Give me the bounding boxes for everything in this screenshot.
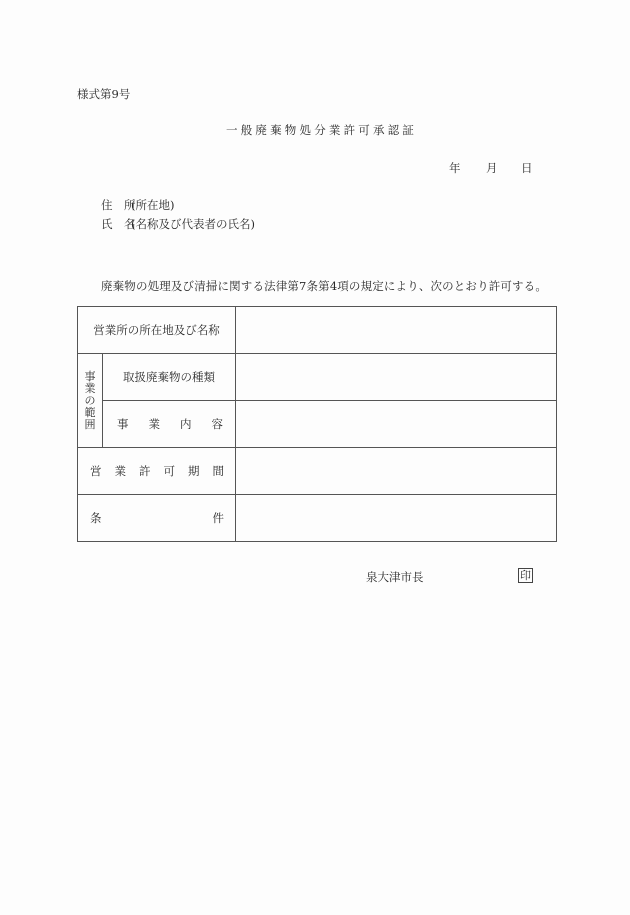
seal-mark: 印 — [520, 569, 531, 582]
business-content-value[interactable] — [236, 401, 557, 448]
table-row — [78, 448, 557, 495]
business-content-label: 事 業 内 容 — [103, 401, 236, 448]
permit-period-value[interactable] — [236, 448, 557, 495]
conditions-value[interactable] — [236, 495, 557, 542]
permit-period-label: 営 業 許 可 期 間 — [78, 448, 236, 495]
address-note: (所在地) — [131, 198, 175, 212]
table-row — [78, 401, 557, 448]
name-line — [101, 216, 255, 232]
table-row — [78, 307, 557, 354]
permit-table — [77, 306, 557, 542]
table-row — [78, 354, 557, 401]
name-note: (名称及び代表者の氏名) — [131, 217, 255, 231]
office-label: 営業所の所在地及び名称 — [78, 307, 236, 354]
name-label: 氏 名 — [101, 217, 136, 231]
document-title: 一般廃棄物処分業許可承認証 — [226, 123, 418, 137]
office-value[interactable] — [236, 307, 557, 354]
conditions-label: 条 件 — [78, 495, 236, 542]
date-day: 日 — [521, 161, 533, 175]
scope-group-label: 事業の範囲 — [78, 354, 103, 448]
waste-type-label: 取扱廃棄物の種類 — [103, 354, 236, 401]
body-text: 廃棄物の処理及び清掃に関する法律第7条第4項の規定により、次のとおり許可する。 — [101, 279, 547, 293]
waste-type-value[interactable] — [236, 354, 557, 401]
address-label: 住 所 — [101, 198, 136, 212]
table-row — [78, 495, 557, 542]
form-number: 様式第9号 — [77, 87, 131, 101]
address-line — [101, 197, 174, 213]
issuer-title: 泉大津市長 — [366, 570, 424, 584]
date-year: 年 — [449, 161, 461, 175]
date-month: 月 — [486, 161, 498, 175]
